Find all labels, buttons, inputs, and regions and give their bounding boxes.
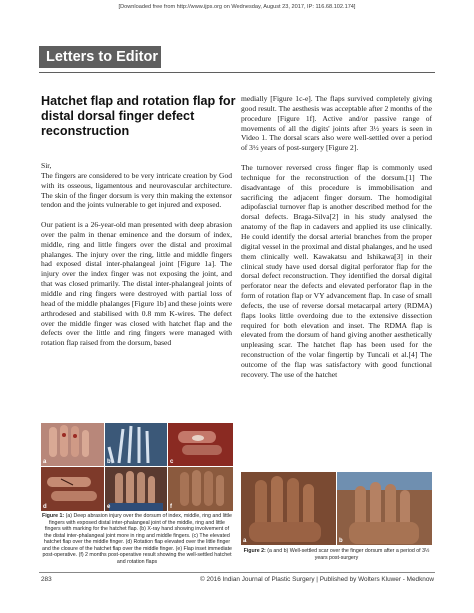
hand-photo-icon — [337, 472, 432, 545]
hand-photo-icon — [168, 467, 233, 511]
figure-2-caption — [241, 548, 432, 561]
panel-label: b — [107, 459, 111, 465]
left-column — [41, 161, 232, 348]
paragraph: Sir, — [41, 161, 52, 170]
right-column — [241, 94, 432, 380]
figure-1 — [41, 423, 233, 511]
paragraph: The fingers are considered to be very intricate creation by God with its osseous, ligamentous and neurovascular architecture. The skin of the finger dorsum is very thin making the extensor tendon and the joints vulnerable to get injured and exposed. — [41, 170, 232, 210]
panel-label: b — [339, 538, 343, 544]
figure-1d-photo — [41, 467, 104, 511]
figure-1c-photo — [168, 423, 233, 466]
paragraph: The turnover reversed cross finger flap is commonly used technique for the reconstruction of the dorsum.[1] The disadvantage of this procedure is immobilisation and sacrificing the adjacent finger dorsum. The homodigital adipofascial turnover flap is another described method for the dorsal defects. Braga-Silva[2] in his study analysed the anatomy of the flap in cadavers and applied its use clinically. He could identify the dorsal arterial branches from the proper digital vessel in the proximal and distal phalanges, and he used them clinically well. Kawakatsu and Ishikawa[3] in their clinical study have used dorsal digital perforator flap for the dorsal defect reconstruction. They identified the dorsal digital perforator near the defects and elevated perforator flap in the form of rotation flap or VY advancement flap. In case of small defects, the use of reverse dorsal metacarpal artery (RDMA) flaps looks little overdoing due to the extensive dissection required for both elevation and inset. The RDMA flap is elevated from the dorsum of hand giving another aesthetically unpleasing scar. The hatchet flap has been used for the reconstruction of the volar fingertip by Tuncali et al.[4] The outcome of the flap was satisfactory with good functional recovery. The use of the hatchet — [241, 163, 432, 379]
figure-2a-photo — [241, 472, 336, 545]
caption-label: Figure 1: — [42, 513, 65, 519]
figure-1f-photo — [168, 467, 233, 511]
hand-photo-icon — [105, 467, 167, 511]
download-banner: [Downloaded free from http://www.ijps.org on Wednesday, August 23, 2017, IP: 116.68.102.174] — [118, 4, 356, 10]
paragraph: medially [Figure 1c-e]. The flaps survived completely giving good result. The aesthesis was acceptable after 2 months of the procedure [Figure 1f]. Active and/or passive range of movements of all the digits' joints after 3½ years is seen in Video 1. The dorsal scars also were well-settled over a period of 3½ years of post-surgery [Figure 2]. — [241, 94, 432, 153]
caption-text: (a) Deep abrasion injury over the dorsum of index, middle, ring and little fingers with exposed distal inter-phalangeal joint of the middle, ring and little fingers with marking for the hatchet flap. (b) X-ray hand showing involvement of the distal inter-phalangeal joint more in ring and middle fingers. (c) The elevated hatchet flap over the middle finger. (d) Rotation flap elevated over the little finger and the closure of the hatchet flap over the middle finger. (e) Flap inset immediate post-operative. (f) 2 months post-operative result showing the well-settled hatchet and rotation flaps — [42, 513, 232, 565]
photo-background — [41, 467, 104, 511]
paragraph: Our patient is a 26-year-old man presented with deep abrasion over the palm in thenar eminence and the dorsum of index, middle, ring and little fingers over the distal and proximal phalanges. The injury over the ring, little and middle fingers had exposed distal inter-phalangeal joint [Figure 1a]. The injury over the index finger was not exposing the joint, and that was closed primarily. The distal inter-phalangeal joints of middle and ring fingers were destroyed with partial loss of head of the middle phalanges [Figure 1b] and these joints were arthrodesed and stabilised with 0.8 mm K-wires. The defect over the middle finger was closed with hatchet flap and the defects over the little and ring fingers were managed with rotation flap raised from the dorsum, based — [41, 220, 232, 348]
panel-label: c — [170, 459, 174, 465]
figure-2 — [241, 472, 432, 545]
footer-rule — [39, 572, 435, 573]
figure-1a-photo — [41, 423, 104, 466]
panel-label: d — [43, 504, 47, 510]
panel-label: e — [107, 504, 111, 510]
photo-background — [105, 423, 167, 466]
hand-photo-icon — [41, 423, 104, 466]
xray-icon — [105, 423, 167, 466]
article-title: Hatchet flap and rotation flap for distal dorsal finger defect reconstruction — [41, 94, 236, 138]
hand-photo-icon — [241, 472, 336, 545]
caption-text: (a and b) Well-settled scar over the finger dorsum after a period of 3½ years post-surgery — [267, 548, 430, 561]
photo-background — [168, 423, 233, 466]
caption-label: Figure 2: — [243, 548, 266, 554]
heading-rule — [39, 72, 435, 73]
figure-1e-photo — [105, 467, 167, 511]
page-number: 283 — [41, 576, 52, 583]
surgery-photo-icon — [168, 423, 233, 466]
panel-label: f — [170, 504, 172, 510]
figure-2b-photo — [337, 472, 432, 545]
journal-footer: © 2016 Indian Journal of Plastic Surgery | Published by Wolters Kluwer - Medknow — [200, 576, 434, 583]
figure-1-caption — [41, 513, 233, 565]
section-heading: Letters to Editor — [39, 46, 161, 68]
panel-label: a — [243, 538, 247, 544]
surgery-photo-icon — [41, 467, 104, 511]
figure-1b-xray — [105, 423, 167, 466]
panel-label: a — [43, 459, 47, 465]
